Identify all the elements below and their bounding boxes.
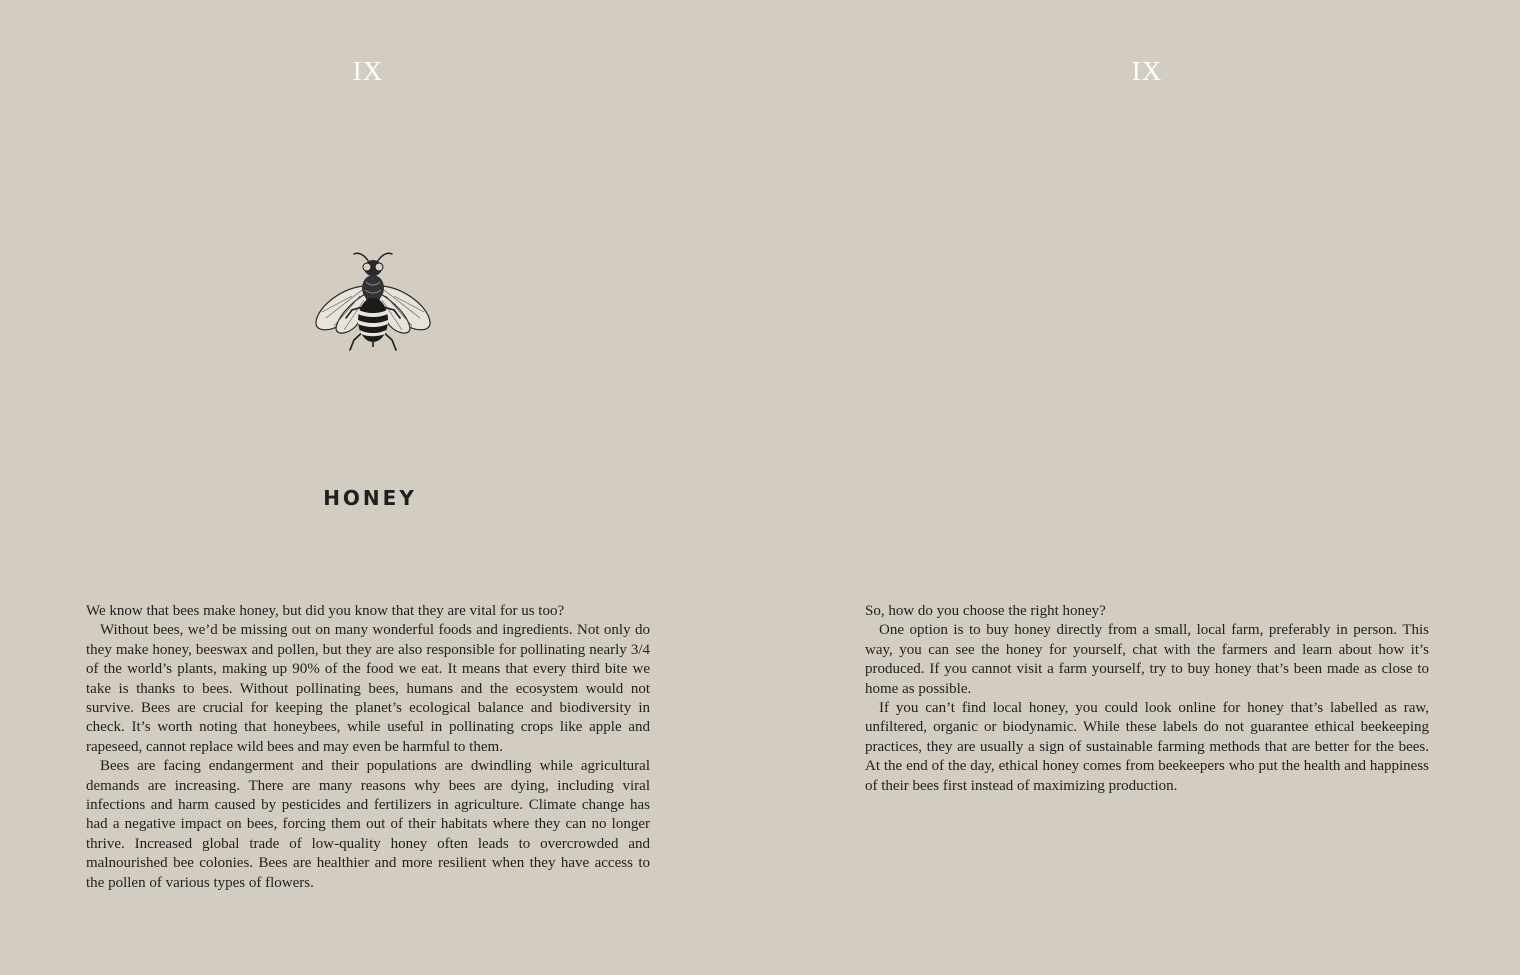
right-page — [760, 0, 1520, 975]
paragraph: So, how do you choose the right honey? — [865, 603, 1106, 619]
paragraph: If you can’t find local honey, you could look online for honey that’s labelled as raw, unfiltered, organic or biodynamic. While these labels do not guarantee ethical beekeeping practices, they are usually a sign of sustainable farming methods that are better for the bees. At the end of the day, ethical honey comes from beekeepers who put the health and happiness of their bees first instead of maximizing production. — [865, 700, 1429, 794]
right-body-text — [865, 602, 1429, 796]
bee-icon — [312, 246, 434, 358]
chapter-number: IX — [352, 56, 384, 86]
paragraph: One option is to buy honey directly from a small, local farm, preferably in person. This way, you can see the honey for yourself, chat with the farmers and learn about how it’s produced. If you cannot visit a farm yourself, try to buy honey that’s been made as close to home as possible. — [865, 622, 1429, 697]
paragraph: Without bees, we’d be missing out on many wonderful foods and ingredients. Not only do they make honey, beeswax and pollen, but they are also responsible for pollinating nearly 3/4 of the world’s plants, making up 90% of the food we eat. It means that every third bite we take is thanks to bees. Without pollinating bees, humans and the ecosystem would not survive. Bees are crucial for keeping the planet’s ecological balance and biodiversity in check. It’s worth noting that honeybees, while useful in pollinating crops like apple and rapeseed, cannot replace wild bees and may even be harmful to them. — [86, 622, 650, 755]
paragraph: Bees are facing endangerment and their populations are dwindling while agricultural demands are increasing. There are many reasons why bees are dying, including viral infections and harm caused by pesticides and fertilizers in agriculture. Climate change has had a negative impact on bees, forcing them out of their habitats where they can no longer thrive. Increased global trade of low-quality honey often leads to overcrowded and malnourished bee colonies. Bees are healthier and more resilient when they have access to the pollen of various types of flowers. — [86, 758, 650, 891]
paragraph: We know that bees make honey, but did you know that they are vital for us too? — [86, 603, 565, 619]
left-body-text — [86, 602, 650, 893]
chapter-title: HONEY — [323, 486, 417, 510]
chapter-number: IX — [1131, 56, 1163, 86]
